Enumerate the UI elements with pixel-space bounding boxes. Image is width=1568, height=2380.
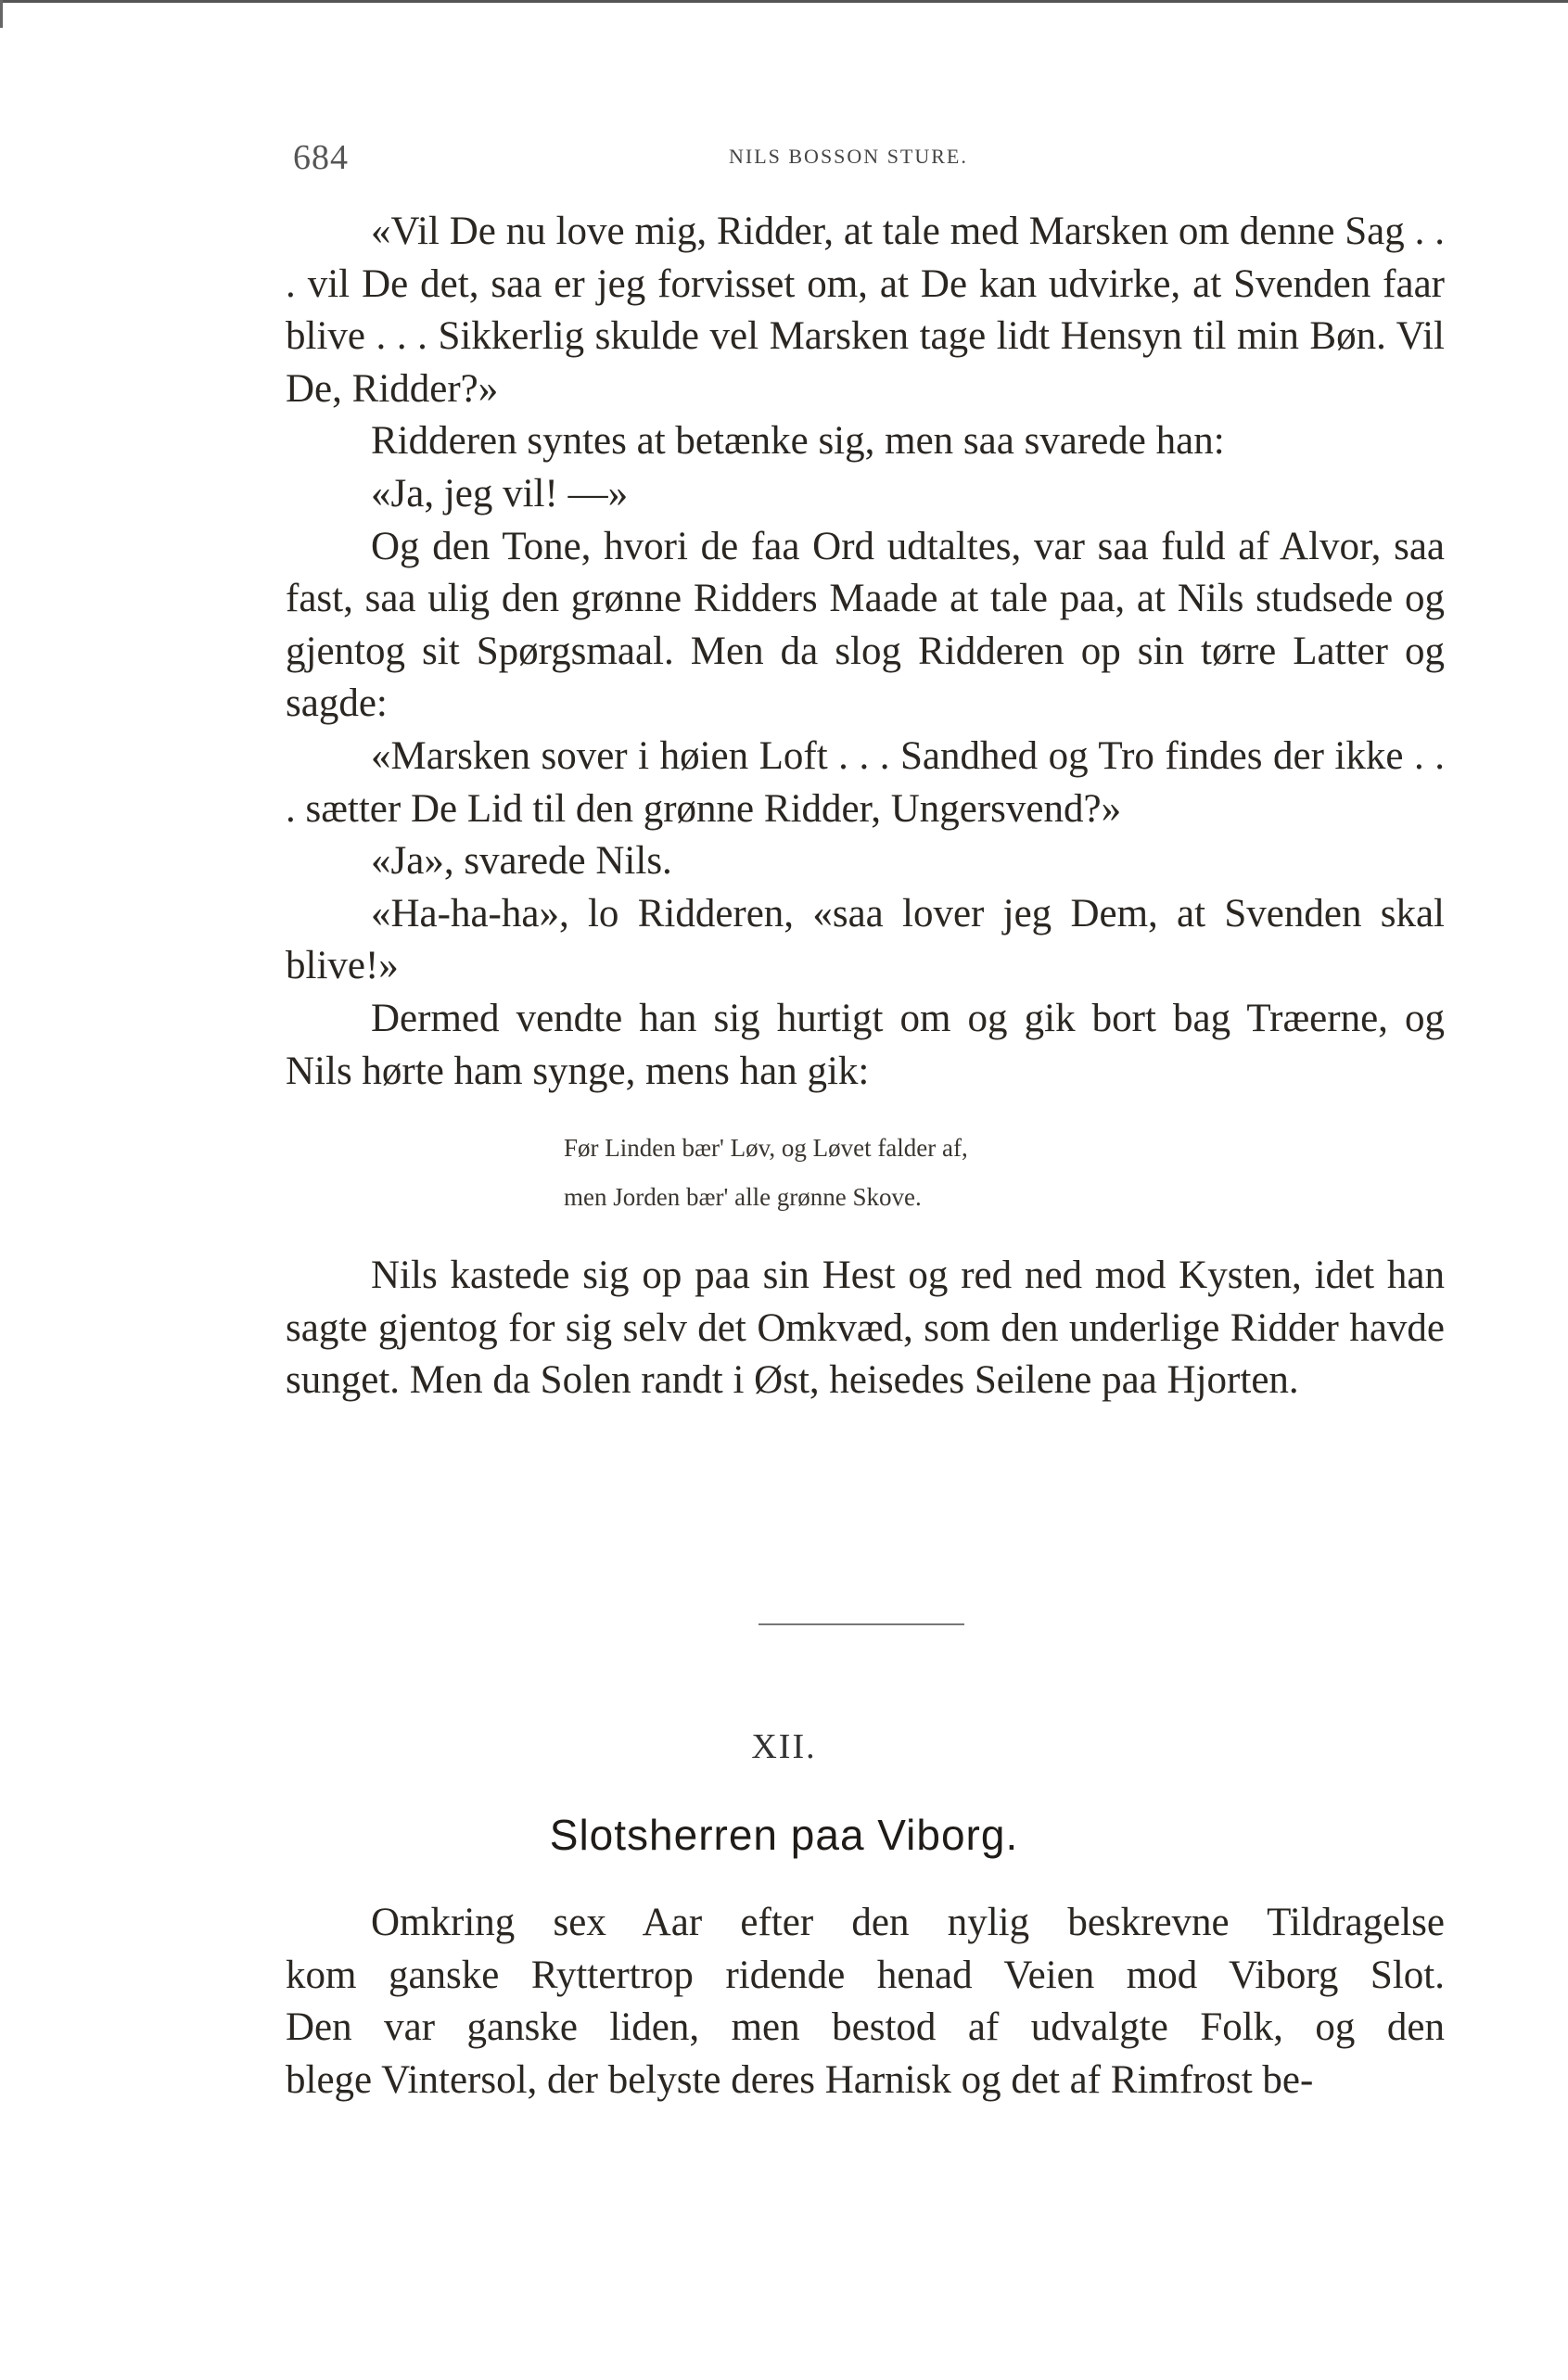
paragraph: Dermed vendte han sig hurtigt om og gik bort bag Træerne, og Nils hørte ham synge, mens han gik: [286,996,1445,1093]
paragraph: «Ja», svarede Nils. [371,839,672,884]
page-number: 684 [293,138,349,177]
paragraph: «Marsken sover i høien Loft . . . Sandhed og Tro findes der ikke . . . sætter De Lid til den grønne Ridder, Ungersvend?» [286,733,1445,831]
paragraph: «Vil De nu love mig, Ridder, at tale med Marsken om denne Sag . . . vil De det, saa er jeg forvisset om, at De kan udvirke, at Svenden faar blive . . . Sikkerlig skulde vel Marsken tage lidt Hensyn til min Bøn. Vil De, Ridder?» [286,210,1445,411]
running-head [293,137,1443,184]
paragraph: Og den Tone, hvori de faa Ord udtaltes, var saa fuld af Alvor, saa fast, saa ulig den grønne Ridders Maade at tale paa, at Nils studsede og gjentog sit Spørgsmaal. Men da slog Ridderen op sin tørre Latter og sagde: [286,524,1445,726]
chapter-line: Den var ganske liden, men bestod af udvalgte Folk, og den [286,2005,1445,2050]
paragraph: Ridderen syntes at betænke sig, men saa svarede han: [371,419,1225,464]
verse-block [564,1124,1445,1222]
paragraph: «Ja, jeg vil! —» [371,471,629,515]
chapter-title: Slotsherren paa Viborg. [549,1811,1019,1859]
running-title: NILS BOSSON STURE. [729,145,968,168]
section-divider [759,1623,964,1625]
scan-top-edge [0,0,1568,3]
section-body [286,206,1445,1407]
chapter-line: Omkring sex Aar efter den nylig beskrevne Tildragelse [371,1901,1445,1944]
chapter-line: kom ganske Ryttertrop ridende henad Veien mod Viborg Slot. [286,1953,1445,1997]
chapter-line: blege Vintersol, der belyste deres Harnisk og det af Rimfrost be- [286,2057,1314,2102]
chapter-body [286,1897,1445,2106]
chapter-number: XII. [751,1727,817,1766]
scan-left-edge [0,0,3,28]
closing-paragraph: Nils kastede sig op paa sin Hest og red ned mod Kysten, idet han sagte gjentog for sig selv det Omkvæd, som den underlige Ridder havde sunget. Men da Solen randt i Øst, heisedes Seilene paa Hjorten. [286,1254,1445,1403]
paragraph: «Ha-ha-ha», lo Ridderen, «saa lover jeg Dem, at Svenden skal blive!» [286,891,1445,988]
verse-line: Før Linden bær' Løv, og Løvet falder af, [564,1134,968,1163]
verse-line: men Jorden bær' alle grønne Skove. [564,1183,922,1212]
